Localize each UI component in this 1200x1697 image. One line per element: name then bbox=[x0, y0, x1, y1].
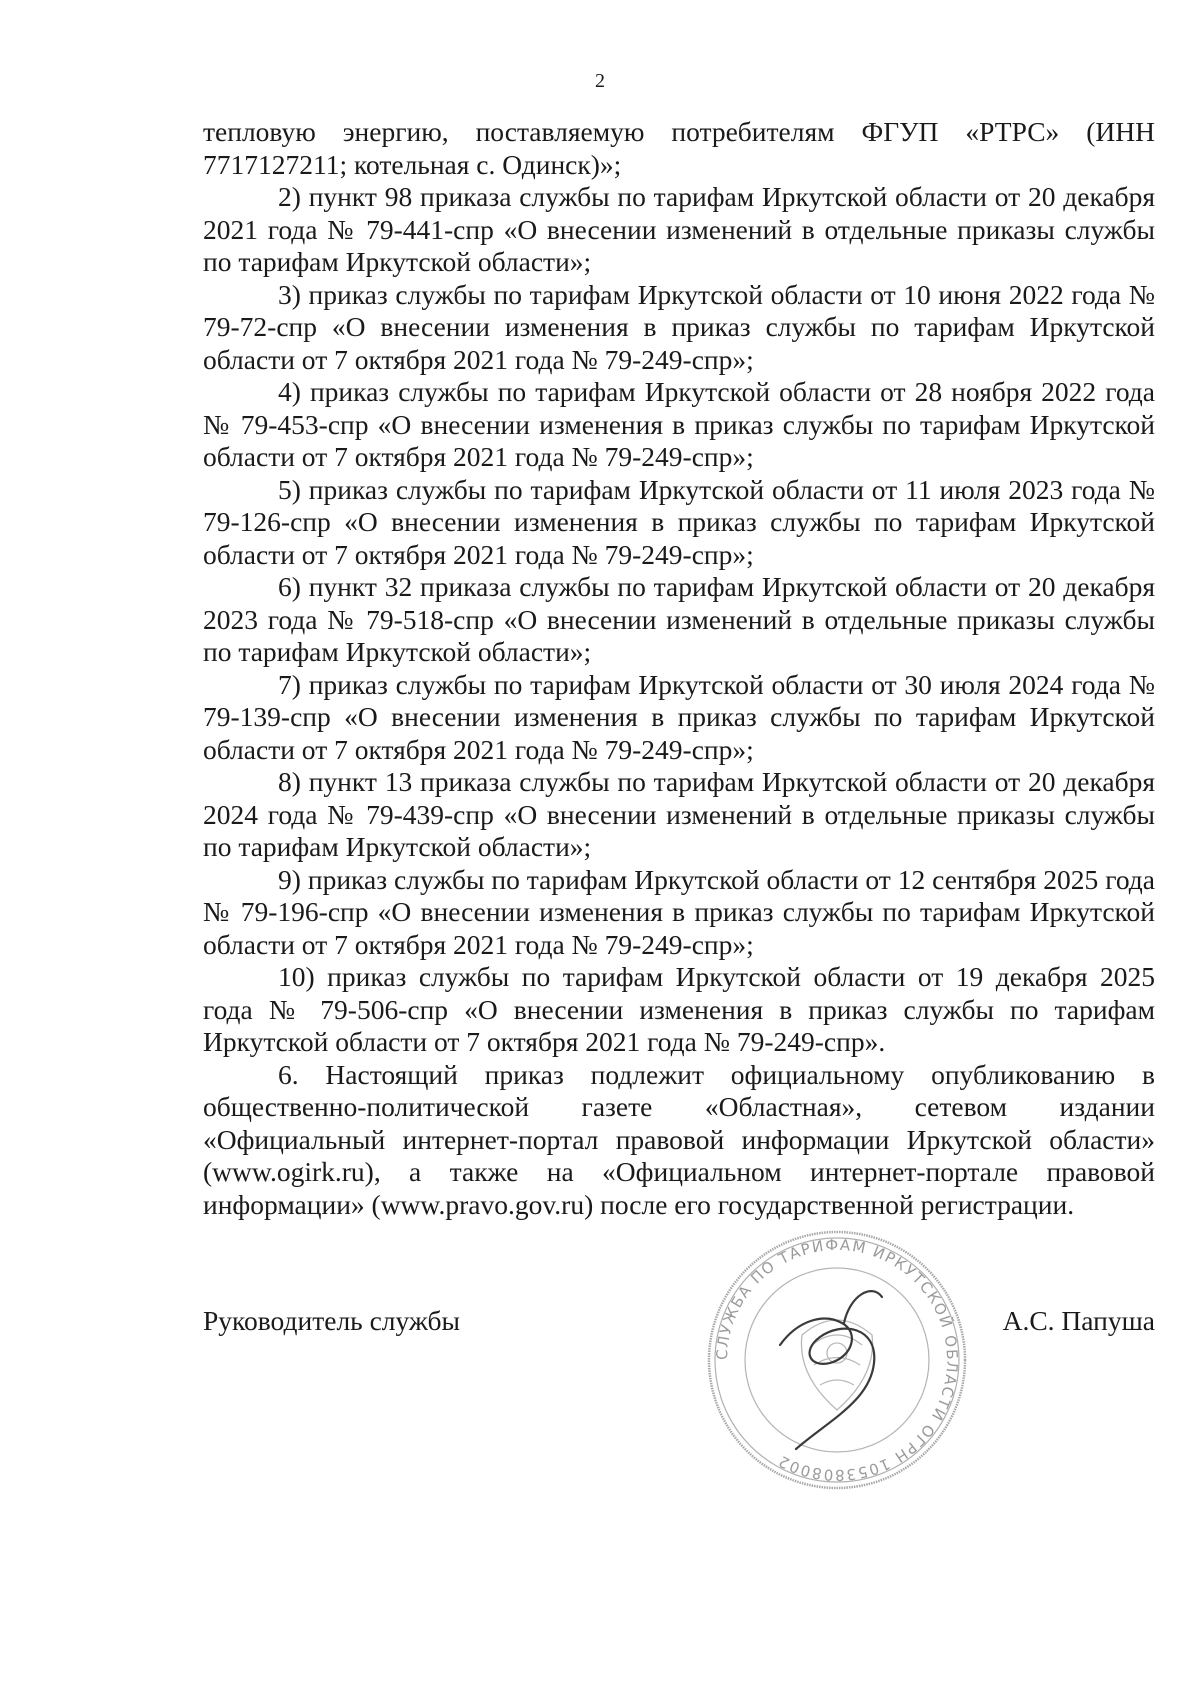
signatory-role: Руководитель службы bbox=[203, 1305, 461, 1336]
document-body bbox=[203, 116, 1155, 1221]
list-item-10: 10) приказ службы по тарифам Иркутской области от 19 декабря 2025 года № 79-506-спр «О внесении изменения в приказ службы по тарифам Иркутской области от 7 октября 2021 года № 79-249-спр». bbox=[203, 961, 1155, 1057]
list-item-2: 2) пункт 98 приказа службы по тарифам Иркутской области от 20 декабря 2021 года № 79-441-спр «О внесении изменений в отдельные приказы службы по тарифам Иркутской области»; bbox=[203, 181, 1155, 277]
list-item-5: 5) приказ службы по тарифам Иркутской области от 11 июля 2023 года № 79-126-спр «О внесении изменения в приказ службы по тарифам Иркутской области от 7 октября 2021 года № 79-249-спр»; bbox=[203, 473, 1155, 570]
seal-icon bbox=[702, 1225, 972, 1495]
list-item-3: 3) приказ службы по тарифам Иркутской области от 10 июня 2022 года № 79-72-спр «О внесении изменения в приказ службы по тарифам Иркутской области от 7 октября 2021 года № 79-249-спр»; bbox=[203, 278, 1155, 375]
signature-block bbox=[203, 1305, 1155, 1345]
list-item-7: 7) приказ службы по тарифам Иркутской области от 30 июля 2024 года № 79-139-спр «О внесении изменения в приказ службы по тарифам Иркутской области от 7 октября 2021 года № 79-249-спр»; bbox=[203, 668, 1155, 765]
list-item-4: 4) приказ службы по тарифам Иркутской области от 28 ноября 2022 года № 79-453-спр «О внесении изменения в приказ службы по тарифам Иркутской области от 7 октября 2021 года № 79-249-спр»; bbox=[203, 376, 1155, 472]
signatory-name: А.С. Папуша bbox=[1002, 1305, 1155, 1336]
list-item-9: 9) приказ службы по тарифам Иркутской области от 12 сентября 2025 года № 79-196-спр «О внесении изменения в приказ службы по тарифам Иркутской области от 7 октября 2021 года № 79-249-спр»; bbox=[203, 863, 1155, 960]
section-6-publication: 6. Настоящий приказ подлежит официальному опубликованию в общественно-политической газете «Областная», сетевом издании «Официальный интернет-портал правовой информации Иркутской области» (www.ogirk.ru), а также на «Официальном интернет-портале правовой информации» (www.pravo.gov.ru) после его государственной регистрации. bbox=[203, 1058, 1155, 1220]
list-item-8: 8) пункт 13 приказа службы по тарифам Иркутской области от 20 декабря 2024 года № 79-439-спр «О внесении изменений в отдельные приказы службы по тарифам Иркутской области»; bbox=[203, 766, 1155, 862]
official-seal-stamp bbox=[702, 1225, 972, 1495]
seal-text: СЛУЖБА ПО ТАРИФАМ ИРКУТСКОЙ ОБЛАСТИ ОГРН 1053808002 bbox=[712, 1235, 962, 1485]
page-number: 2 bbox=[595, 70, 605, 92]
paragraph-continuation: тепловую энергию, поставляемую потребителям ФГУП «РТРС» (ИНН 7717127211; котельная с. Одинск)»; bbox=[203, 116, 1155, 180]
list-item-6: 6) пункт 32 приказа службы по тарифам Иркутской области от 20 декабря 2023 года № 79-518-спр «О внесении изменений в отдельные приказы службы по тарифам Иркутской области»; bbox=[203, 571, 1155, 667]
